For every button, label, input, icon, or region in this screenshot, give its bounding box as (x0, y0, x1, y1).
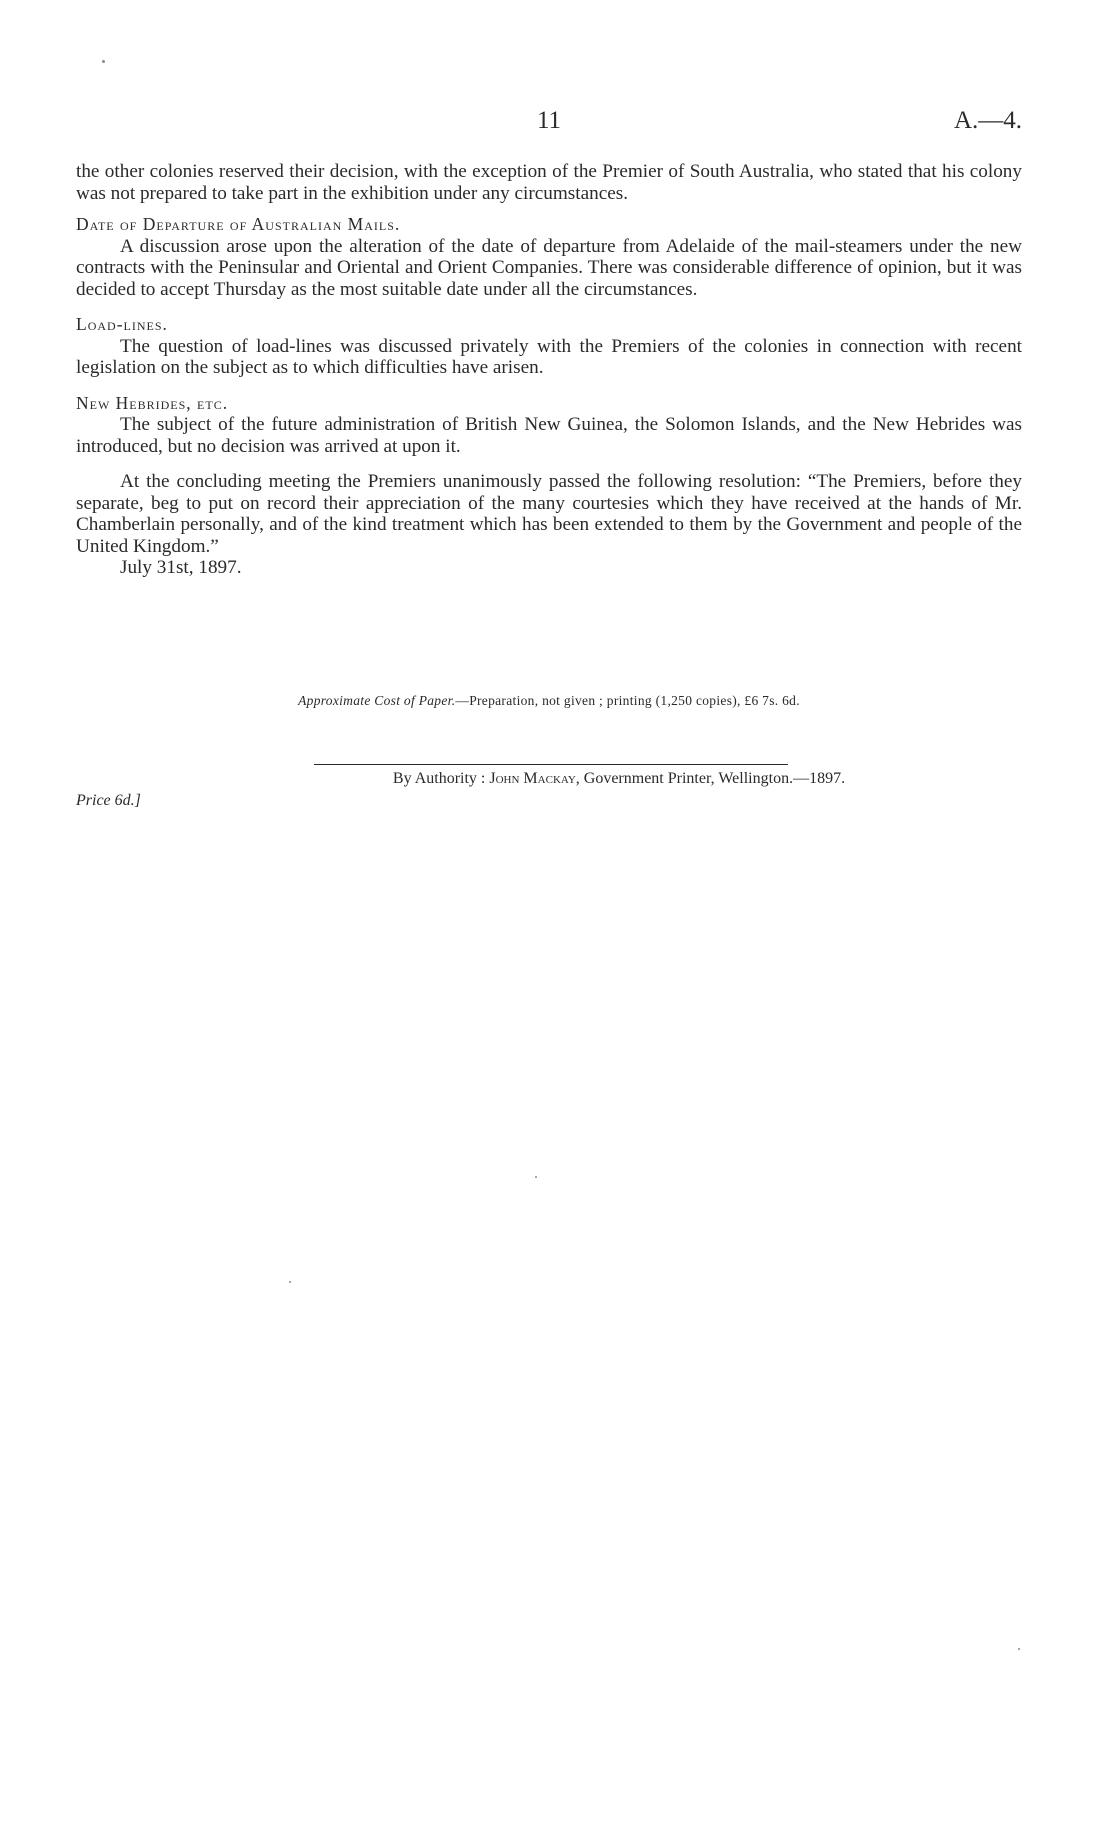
price-note: Price 6d.] (76, 792, 141, 809)
scan-speck (102, 60, 105, 63)
printer-name: John Mackay, (489, 770, 580, 787)
footer-divider (314, 764, 788, 765)
page-number: 11 (536, 107, 562, 134)
scan-speck (1018, 1648, 1020, 1650)
section-heading-load-lines: Load-lines. (76, 314, 168, 334)
authority-suffix: Government Printer, Wellington.—1897. (583, 770, 846, 787)
load-lines-paragraph: The question of load-lines was discussed privately with the Premiers of the colonies in connection with recent legislation on the subject as to which difficulties have arisen. (76, 335, 1022, 378)
document-body (76, 161, 1022, 579)
scan-speck (535, 1176, 537, 1178)
mails-paragraph: A discussion arose upon the alteration of the date of departure from Adelaide of the mail-steamers under the new contracts with the Peninsular and Oriental and Orient Companies. There was considerable difference of opinion, but it was decided to accept Thursday as the most suitable date under all the circumstances. (76, 235, 1022, 300)
cost-label: Approximate Cost of Paper. (298, 693, 456, 708)
section-heading-mails: Date of Departure of Australian Mails. (76, 214, 401, 234)
authority-prefix: By Authority : (392, 770, 486, 787)
document-page (76, 0, 1022, 1844)
section-heading-new-hebrides: New Hebrides, etc. (76, 392, 229, 413)
resolution-paragraph: At the concluding meeting the Premiers unanimously passed the following resolution: “The Premiers, before they separate, beg to put on record their appreciation of the many courtesies which they have received at the hands of Mr. Chamberlain personally, and of the kind treatment which has been extended to them by the Government and people of the United Kingdom.” (76, 471, 1022, 557)
paper-code: A.—4. (953, 107, 1022, 134)
new-hebrides-paragraph: The subject of the future administration of British New Guinea, the Solomon Islands, and the New Hebrides was introduced, but no decision was arrived at upon it. (76, 414, 1022, 457)
printer-imprint (254, 768, 984, 790)
cost-of-paper-note (76, 692, 1022, 710)
page-header (76, 106, 1022, 136)
cost-text: —Preparation, not given ; printing (1,250 copies), £6 7s. 6d. (455, 693, 800, 708)
intro-paragraph: the other colonies reserved their decision, with the exception of the Premier of South Australia, who stated that his colony was not prepared to take part in the exhibition under any circumstances. (76, 161, 1022, 204)
scan-speck (289, 1281, 291, 1283)
dateline: July 31st, 1897. (120, 557, 242, 578)
